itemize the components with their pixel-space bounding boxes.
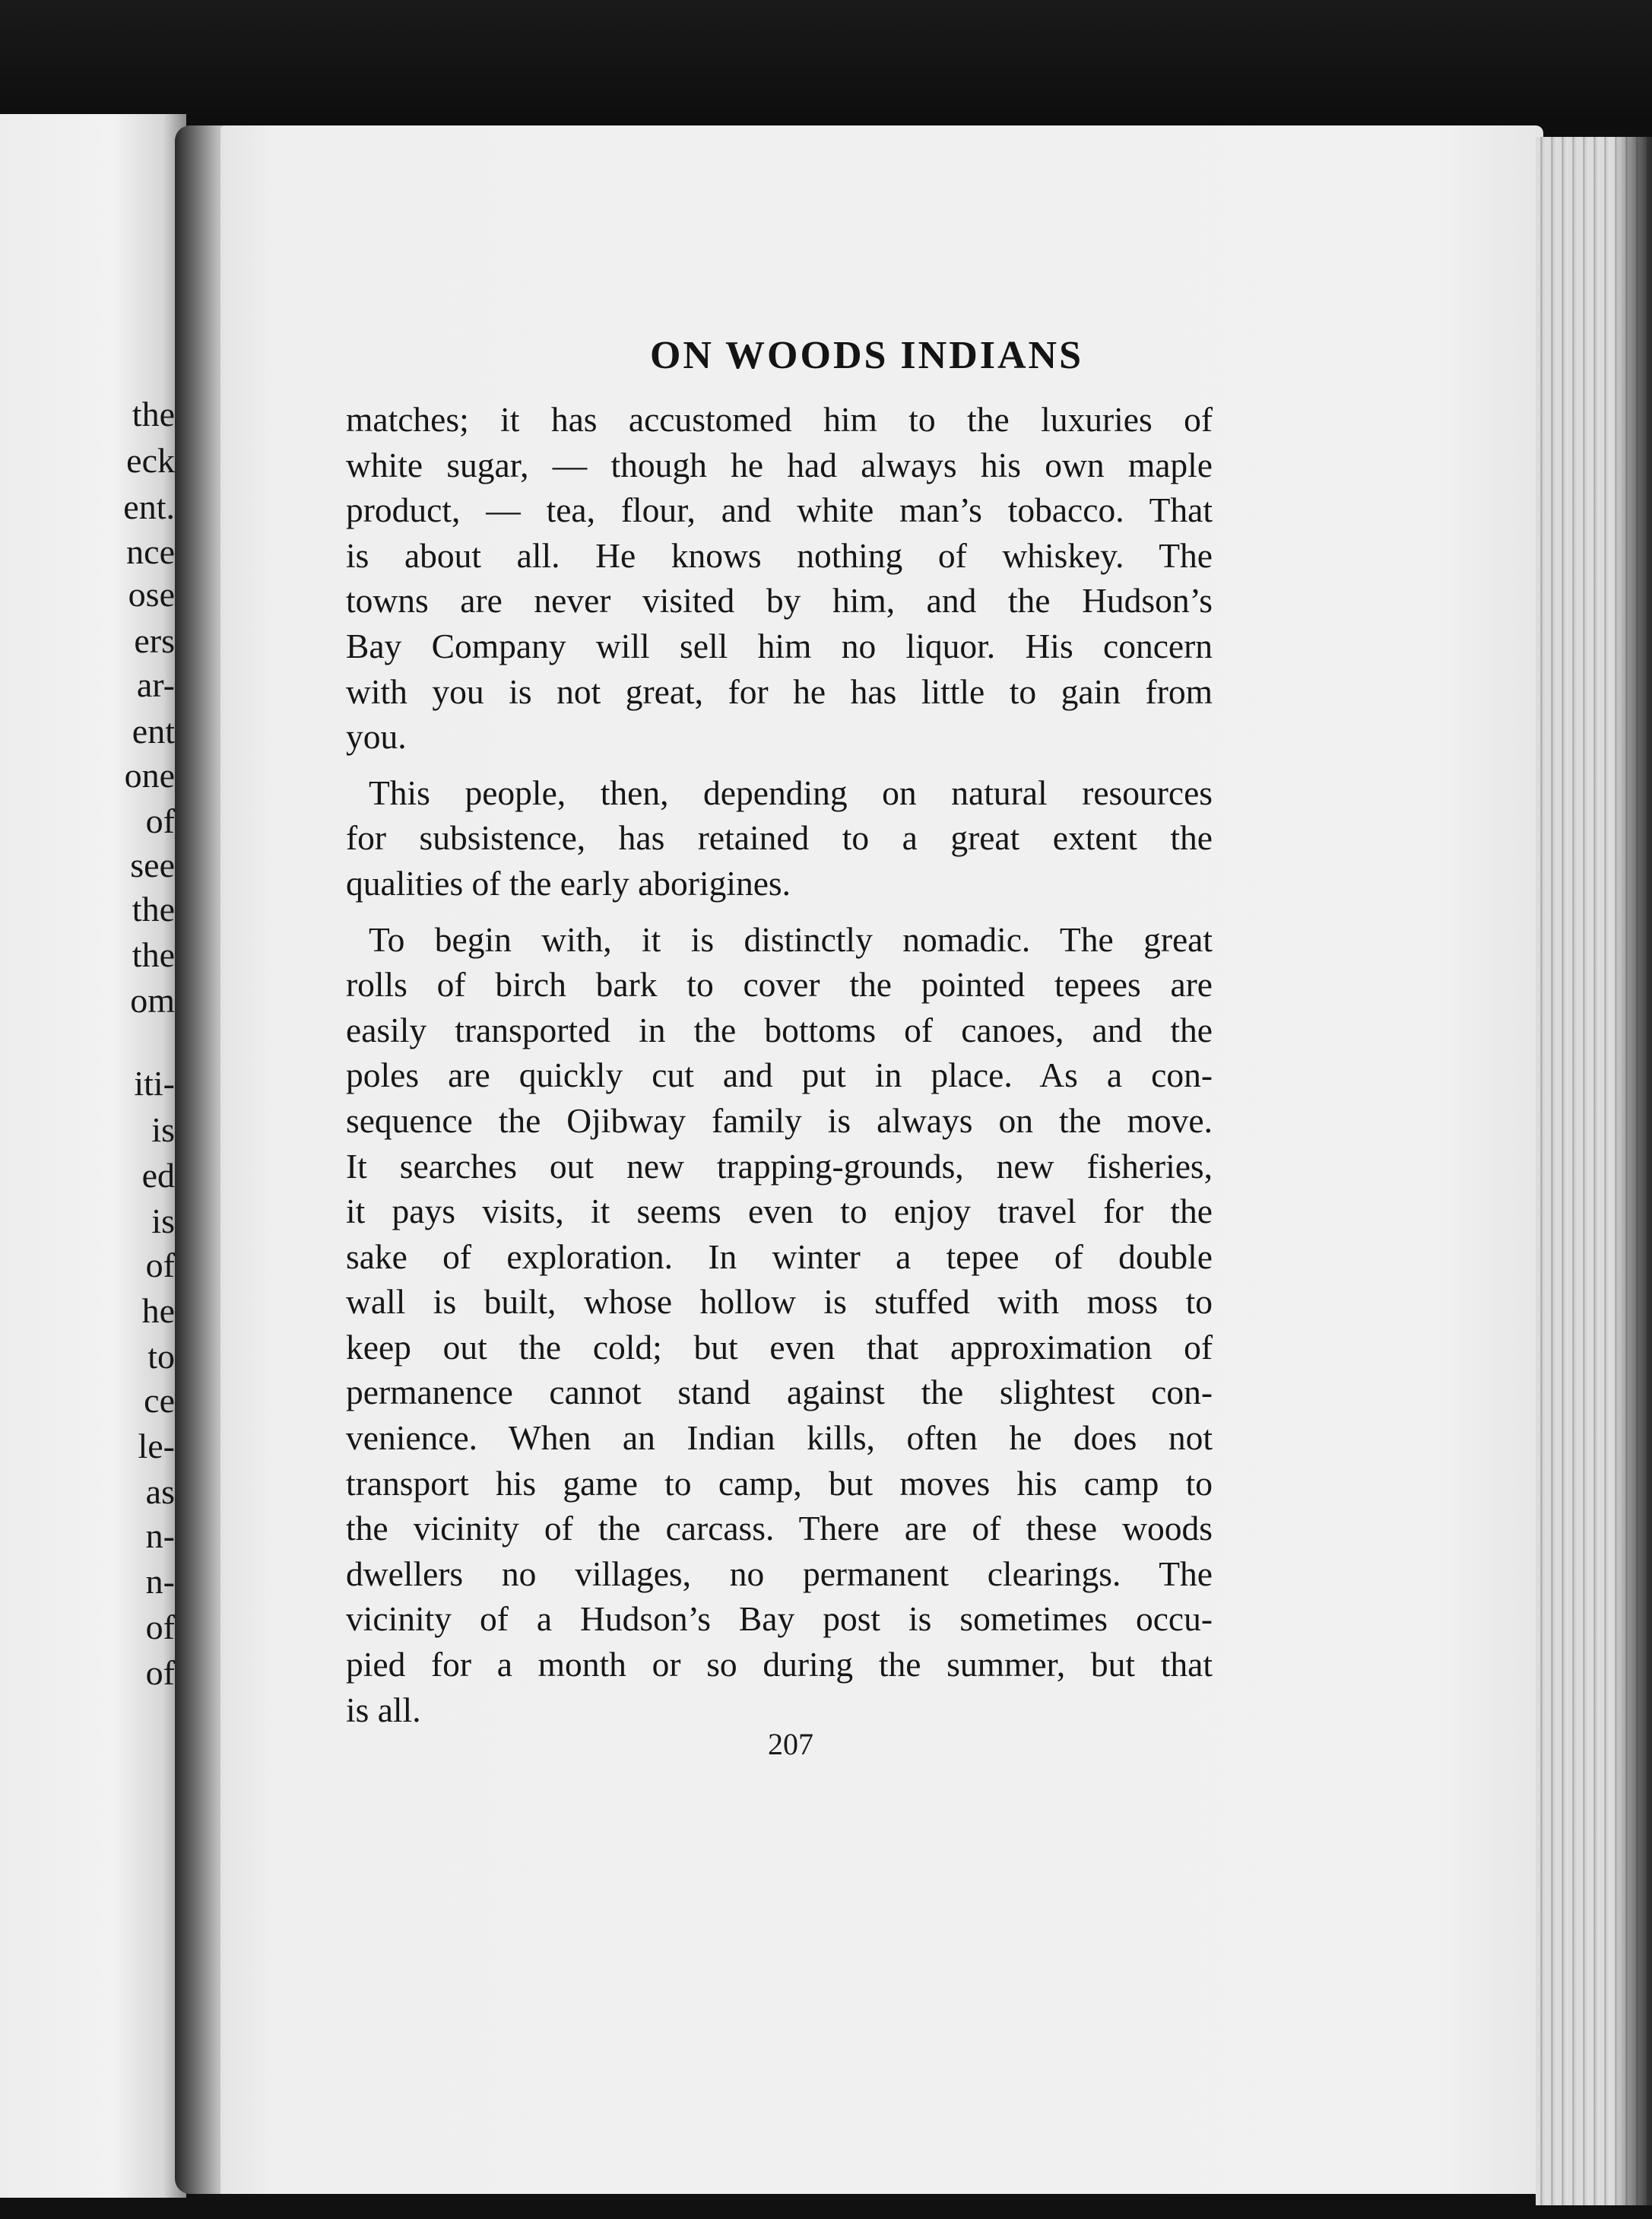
page-number: 207 [768, 1727, 813, 1761]
left-page-fragment: the [132, 890, 175, 929]
text-line: is all. [346, 1690, 421, 1729]
text-line: towns are never visited by him, and the Hudson’s [346, 581, 1213, 621]
left-page-fragment: the [132, 935, 175, 974]
text-line: dwellers no villages, no permanent clearings. The [346, 1554, 1213, 1593]
left-page-fragment: of [145, 1608, 175, 1646]
text-line: Bay Company will sell him no liquor. His concern [346, 626, 1213, 665]
left-page-fragment: ent [132, 712, 175, 751]
text-line: matches; it has accustomed him to the luxuries of [346, 400, 1213, 439]
page-edges [1536, 137, 1652, 2205]
left-page-fragment: n- [145, 1562, 175, 1601]
left-page-fragment: nce [126, 532, 175, 571]
body-text [346, 397, 1213, 1732]
left-page-fragment: of [145, 1246, 175, 1284]
text-line: transport his game to camp, but moves his camp to [346, 1463, 1213, 1503]
text-line: qualities of the early aborigines. [346, 863, 791, 903]
text-line: It searches out new trapping-grounds, new fisheries, [346, 1146, 1213, 1186]
left-page-fragment: as [145, 1472, 175, 1511]
left-page-fragment: ose [128, 575, 175, 614]
text-line: rolls of birch bark to cover the pointed tepees are [346, 965, 1213, 1005]
left-page-fragment: ar- [136, 665, 175, 704]
text-line: sequence the Ojibway family is always on the move. [346, 1100, 1213, 1140]
left-page-fragment: ent. [123, 487, 175, 526]
text-line: pied for a month or so during the summer, but that [346, 1645, 1213, 1684]
text-line: for subsistence, has retained to a great extent the [346, 818, 1213, 858]
text-line: sake of exploration. In winter a tepee of double [346, 1236, 1213, 1276]
left-page-fragment: to [147, 1337, 175, 1376]
left-page-fragment: one [124, 756, 175, 795]
text-line: vicinity of a Hudson’s Bay post is sometimes occu- [346, 1599, 1213, 1639]
text-line: easily transported in the bottoms of canoes, and the [346, 1010, 1213, 1049]
left-page-fragment: is [151, 1110, 175, 1149]
running-head: ON WOODS INDIANS [649, 334, 1084, 377]
left-page-fragment: om [130, 981, 175, 1020]
left-page-fragment: eck [126, 441, 175, 480]
text-line: To begin with, it is distinctly nomadic. The great [369, 919, 1213, 959]
text-line: wall is built, whose hollow is stuffed with moss to [346, 1282, 1213, 1322]
left-page-fragment: ed [141, 1156, 175, 1195]
text-line: venience. When an Indian kills, often he does not [346, 1418, 1213, 1458]
left-page-fragment: n- [145, 1516, 175, 1555]
left-page-fragment: he [141, 1291, 175, 1330]
paragraph-gap [346, 760, 1213, 770]
text-line: it pays visits, it seems even to enjoy travel for the [346, 1192, 1213, 1231]
left-facing-page [0, 114, 186, 2198]
text-line: keep out the cold; but even that approximation of [346, 1327, 1213, 1367]
text-line: is about all. He knows nothing of whiskey. The [346, 535, 1213, 575]
left-page-fragment: see [130, 846, 175, 884]
text-line: This people, then, depending on natural resources [369, 773, 1213, 812]
left-page-fragment: le- [138, 1427, 175, 1465]
text-line: poles are quickly cut and put in place. As a con- [346, 1056, 1213, 1095]
text-line: product, — tea, flour, and white man’s tobacco. That [346, 490, 1213, 530]
text-line: the vicinity of the carcass. There are of these woods [346, 1509, 1213, 1548]
text-line: you. [346, 717, 407, 757]
paragraph-gap [346, 906, 1213, 917]
left-page-fragment: ce [144, 1381, 175, 1420]
left-page-fragment: iti- [134, 1064, 175, 1103]
left-page-fragment: of [145, 1653, 175, 1692]
left-page-fragment: is [151, 1202, 175, 1240]
left-page-fragment: ers [134, 621, 175, 660]
text-line: permanence cannot stand against the slightest con- [346, 1373, 1213, 1412]
text-line: white sugar, — though he had always his own maple [346, 445, 1213, 484]
left-page-fragment: of [145, 802, 175, 840]
left-page-fragment: the [132, 395, 175, 433]
text-line: with you is not great, for he has little to gain from [346, 671, 1213, 711]
